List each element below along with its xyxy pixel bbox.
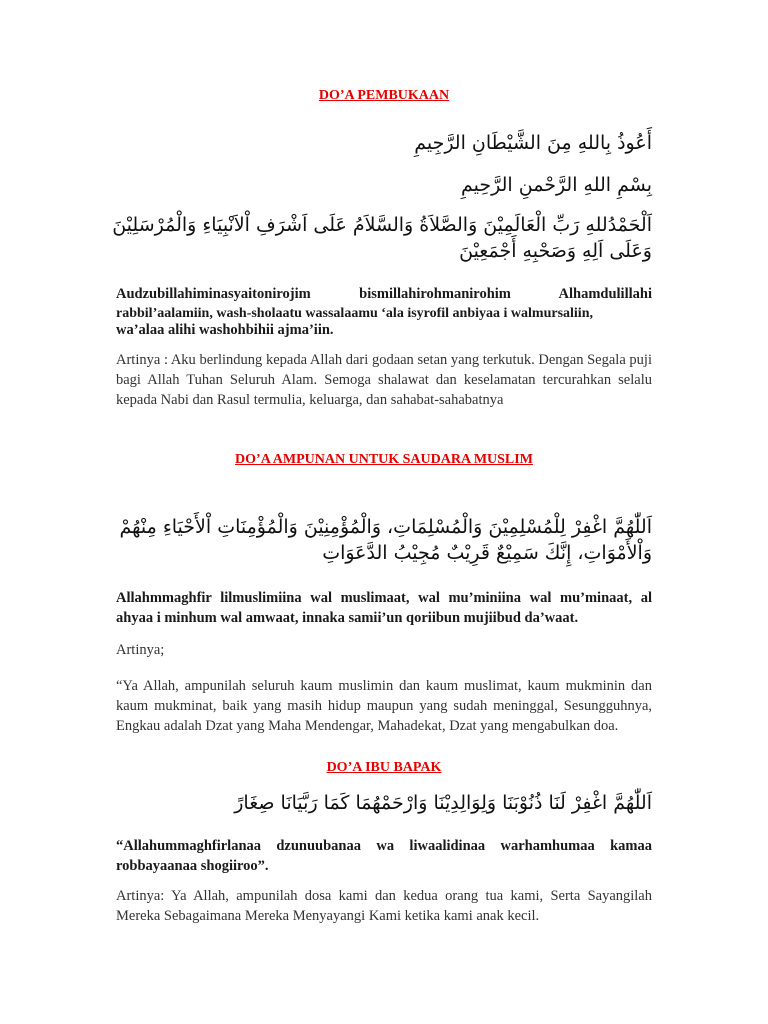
arabic-ampunan-line2: وَاْلأَمْوَاتِ، إِنَّكَ سَمِيْعٌ قَرِيْبٌ مُجِيْبُ الدَّعَوَاتِ	[322, 542, 652, 564]
latin-pembukaan-line2: rabbil’aalamiin, wash-sholaatu wassalaamu ‘ala isyrofil anbiyaa i walmursaliin,	[116, 306, 593, 321]
arabic-taawudz: أَعُوذُ بِاللهِ مِنَ الشَّيْطَانِ الرَّجِيمِ	[414, 132, 652, 154]
translation-ampunan: “Ya Allah, ampunilah seluruh kaum muslimin dan kaum muslimat, kaum mukminin dan kaum mukminat, baik yang masih hidup maupun yang sudah meninggal, Sesungguhnya, Engkau adalah Dzat yang Maha Mendengar, Mahadekat, Dzat yang mengabulkan doa.	[116, 678, 652, 734]
arabic-ibu-bapak: اَللّٰهُمَّ اغْفِرْ لَنَا ذُنُوْبَنَا وَلِوَالِدِيْنَا وَارْحَمْهُمَا كَمَا رَبَّيَانَا صِغَارً	[234, 792, 652, 814]
latin-ampunan: Allahmmaghfir lilmuslimiina wal muslimaat, wal mu’miniina wal mu’minaat, al ahyaa i minhum wal amwaat, innaka samii’un qoriibun mujiibud da’waat.	[116, 590, 652, 626]
translation-label-ampunan: Artinya;	[116, 642, 165, 658]
heading-doa-ampunan: DO’A AMPUNAN UNTUK SAUDARA MUSLIM	[235, 452, 533, 467]
latin-ibu-bapak: “Allahummaghfirlanaa dzunuubanaa wa liwaalidinaa warhamhumaa kamaa robbayaanaa shogiiroo”.	[116, 838, 652, 874]
arabic-ampunan-line1: اَللّٰهُمَّ اغْفِرْ لِلْمُسْلِمِيْنَ وَالْمُسْلِمَاتِ، وَالْمُؤْمِنِيْنَ وَالْمُؤْمِنَاتِ اْلأَحْيَاءِ مِنْهُمْ	[119, 516, 652, 538]
arabic-hamdalah-line2: وَعَلَى اَلِهِ وَصَحْبِهِ أَجْمَعِيْنَ	[459, 240, 652, 262]
arabic-hamdalah-line1: اَلْحَمْدُللهِ رَبِّ الْعَالَمِيْنَ وَالصَّلاَةُ وَالسَّلاَمُ عَلَى اَشْرَفِ اْلاَنْبِيَاءِ وَالْمُرْسَلِيْنَ	[112, 214, 652, 236]
latin-pembukaan-line1: Audzubillahiminasyaitonirojim bismillahirohmanirohim Alhamdulillahi	[116, 286, 652, 302]
translation-pembukaan: Artinya : Aku berlindung kepada Allah dari godaan setan yang terkutuk. Dengan Segala puji bagi Allah Tuhan Seluruh Alam. Semoga shalawat dan keselamatan tercurahkan selalu kepada Nabi dan Rasul termulia, keluarga, dan sahabat-sahabatnya	[116, 352, 652, 408]
translation-ibu-bapak: Artinya: Ya Allah, ampunilah dosa kami dan kedua orang tua kami, Serta Sayangilah Mereka Sebagaimana Mereka Menyayangi Kami ketika kami anak kecil.	[116, 888, 652, 924]
arabic-basmalah: بِسْمِ اللهِ الرَّحْمنِ الرَّحِيمِ	[461, 174, 652, 196]
heading-doa-pembukaan: DO’A PEMBUKAAN	[318, 88, 450, 103]
latin-pembukaan-line3: wa’alaa alihi washohbihii ajma’iin.	[116, 322, 334, 338]
heading-doa-ibu-bapak: DO’A IBU BAPAK	[326, 760, 442, 775]
